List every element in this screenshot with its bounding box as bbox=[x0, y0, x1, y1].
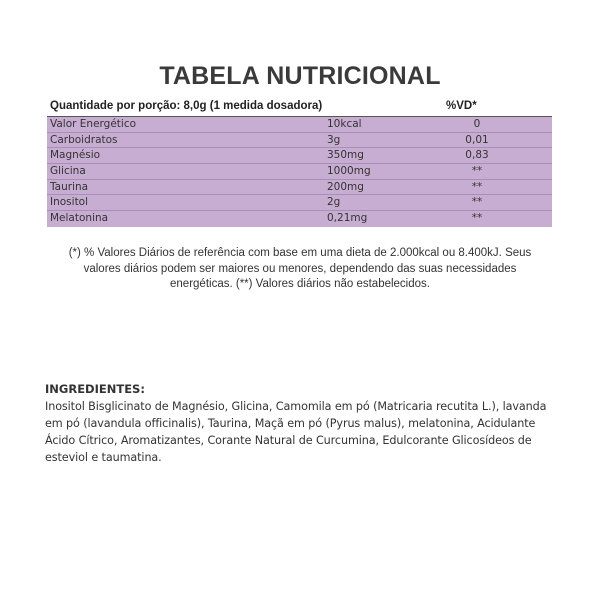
footnote-line: energéticas. (**) Valores diários não estabelecidos. bbox=[170, 278, 430, 290]
ingredients-text bbox=[45, 398, 560, 466]
nutrient-amount: 350mg bbox=[327, 149, 364, 162]
nutrient-vd: 0,01 bbox=[465, 133, 489, 146]
nutrient-amount: 200mg bbox=[327, 180, 364, 193]
table-row bbox=[47, 148, 552, 164]
nutrient-vd: ** bbox=[471, 165, 483, 178]
nutrient-name: Taurina bbox=[50, 180, 89, 193]
table-row bbox=[47, 211, 552, 227]
table-row bbox=[47, 133, 552, 149]
table-row bbox=[47, 180, 552, 196]
nutrient-vd: ** bbox=[471, 212, 483, 225]
nutrient-vd: ** bbox=[471, 196, 483, 209]
table-header bbox=[47, 97, 552, 116]
nutrient-vd: 0,83 bbox=[465, 149, 489, 162]
ingredients-line: esteviol e taumatina. bbox=[45, 451, 162, 464]
vd-header: %VD* bbox=[446, 100, 477, 112]
table-body bbox=[47, 117, 552, 227]
nutrient-amount: 2g bbox=[327, 196, 341, 209]
table-row bbox=[47, 195, 552, 211]
ingredients-line: Inositol Bisglicinato de Magnésio, Glicina, Camomila em pó (Matricaria recutita L.), lavanda bbox=[45, 400, 547, 413]
ingredients-line: em pó (lavandula officinalis), Taurina, Maçã em pó (Pyrus malus), melatonina, Acidulante bbox=[45, 417, 536, 430]
nutrient-amount: 3g bbox=[327, 133, 341, 146]
nutrition-table bbox=[47, 97, 552, 227]
footnote-line: (*) % Valores Diários de referência com base em uma dieta de 2.000kcal ou 8.400kJ. Seus bbox=[68, 247, 532, 259]
nutrient-name: Glicina bbox=[50, 165, 86, 178]
nutrient-amount: 1000mg bbox=[327, 165, 371, 178]
portion-label: Quantidade por porção: 8,0g (1 medida dosadora) bbox=[50, 100, 323, 112]
page-title: TABELA NUTRICIONAL bbox=[159, 62, 441, 90]
nutrient-vd: 0 bbox=[473, 118, 481, 130]
nutrient-name: Valor Energético bbox=[50, 118, 137, 130]
nutrient-name: Carboidratos bbox=[50, 133, 118, 146]
footnote bbox=[40, 246, 560, 293]
footnote-line: valores diários podem ser maiores ou menores, dependendo das suas necessidades bbox=[83, 262, 517, 275]
table-row bbox=[47, 117, 552, 133]
nutrient-name: Inositol bbox=[50, 196, 89, 209]
ingredients-line: Ácido Cítrico, Aromatizantes, Corante Natural de Curcumina, Edulcorante Glicosídeos de bbox=[45, 434, 532, 447]
nutrient-name: Magnésio bbox=[50, 149, 101, 162]
nutrient-vd: ** bbox=[471, 180, 483, 193]
nutrient-amount: 0,21mg bbox=[327, 212, 368, 225]
ingredients-section bbox=[45, 382, 560, 466]
nutrient-name: Melatonina bbox=[50, 212, 109, 225]
nutrient-amount: 10kcal bbox=[327, 118, 362, 130]
table-row bbox=[47, 164, 552, 180]
ingredients-heading: INGREDIENTES: bbox=[45, 382, 145, 396]
